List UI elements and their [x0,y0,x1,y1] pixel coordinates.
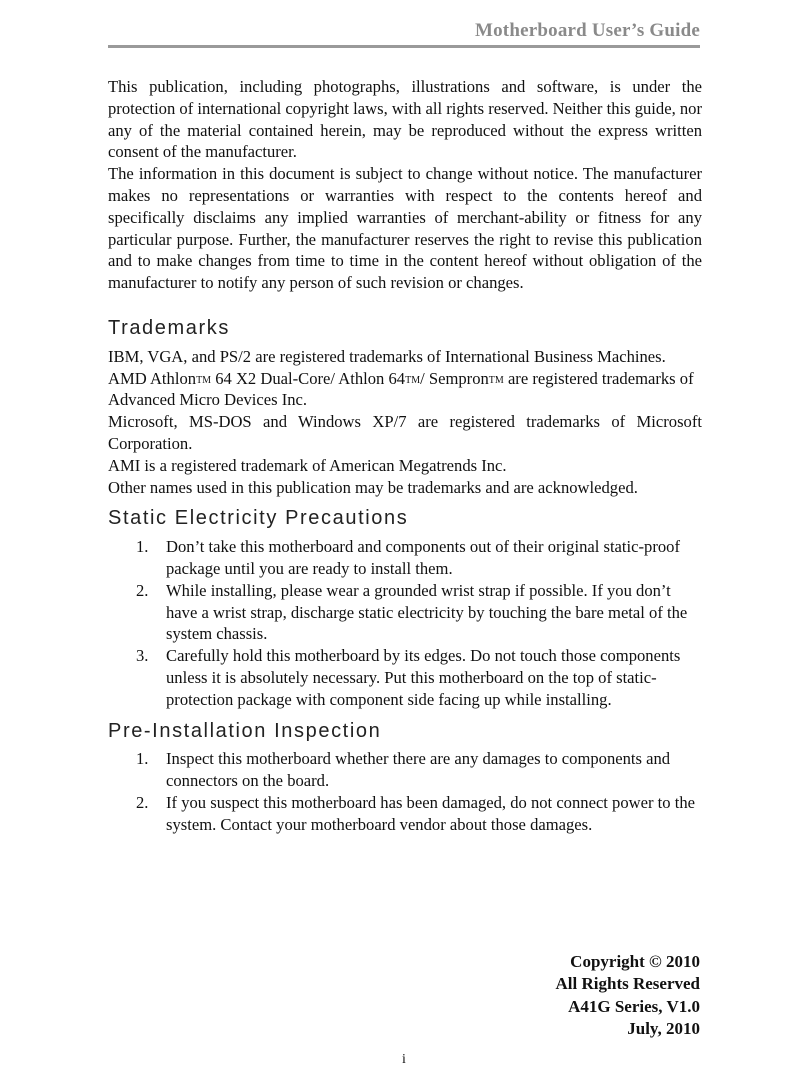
pre-installation-list [108,748,702,835]
list-item-number: 1. [136,537,149,557]
static-precautions-heading: Static Electricity Precautions [108,507,409,530]
list-item-number: 2. [136,792,149,812]
list-item-text: Inspect this motherboard whether there are any damages to components and connectors on the board. [166,749,671,791]
sempron-text: / Sempron [420,368,489,388]
trademark-line-other: Other names used in this publication may be trademarks and are acknowledged. [108,477,638,497]
trademarks-heading: Trademarks [108,316,230,339]
list-item [108,748,702,792]
intro-paragraph-1: This publication, including photographs, illustrations and software, is under the protection of international copyright laws, with all rights reserved. Neither this guide, nor any of the material contained herein, may be reproduced without the express written consent of the manufacturer. [108,77,702,162]
list-item-text: Don’t take this motherboard and components out of their original static-proof package until you are ready to install them. [166,537,680,578]
list-item-number: 2. [136,580,149,600]
copyright-block [400,951,700,1040]
list-item [108,536,702,580]
athlon-64-text: 64 X2 Dual-Core/ Athlon 64 [211,368,406,388]
tm-mark: TM [488,374,504,386]
amd-trademark-tail: are registered trademarks of Advanced Micro Devices Inc. [108,368,694,410]
series-version-line: A41G Series, V1.0 [568,996,700,1016]
list-item-number: 1. [136,749,149,769]
tm-mark: TM [405,374,421,386]
list-item [108,645,702,710]
list-item-number: 3. [136,646,149,666]
list-item-text: Carefully hold this motherboard by its edges. Do not touch those components unless it is absolutely necessary. Put this motherboard on the top of static-protection package with component side facing up while installing. [166,646,681,709]
rights-line: All Rights Reserved [555,974,700,994]
trademark-line-ibm: IBM, VGA, and PS/2 are registered trademarks of International Business Machines. [108,346,666,366]
list-item-text: If you suspect this motherboard has been damaged, do not connect power to the system. Contact your motherboard vendor about those damages. [166,792,696,834]
copyright-line: Copyright © 2010 [570,952,700,971]
date-line: July, 2010 [627,1018,700,1038]
running-header: Motherboard User’s Guide [474,20,700,41]
trademark-line-microsoft: Microsoft, MS-DOS and Windows XP/7 are registered trademarks of Microsoft Corporation. [108,412,702,453]
list-item-text: While installing, please wear a grounded wrist strap if possible. If you don’t have a wrist strap, discharge static electricity by touching the bare metal of the system chassis. [166,580,688,644]
static-precautions-list [108,536,702,710]
trademark-line-amd [108,368,702,412]
page-number: i [402,1052,406,1067]
list-item [108,580,702,645]
header-rule [108,45,700,48]
tm-mark: TM [196,374,212,386]
amd-athlon-text: AMD Athlon [108,368,197,388]
list-item [108,792,702,836]
pre-installation-heading: Pre-Installation Inspection [108,719,382,742]
page-content [108,76,702,836]
intro-paragraph-2: The information in this document is subject to change without notice. The manufacturer makes no representations or warranties with respect to the contents hereof and specifically disclaims any implied warranties of merchant-ability or fitness for any particular purpose. Further, the manufacturer reserves the right to revise this publication and to make changes from time to time in the content hereof without obligation of the manufacturer to notify any person of such revision or changes. [108,164,702,293]
trademark-line-ami: AMI is a registered trademark of American Megatrends Inc. [108,455,507,475]
